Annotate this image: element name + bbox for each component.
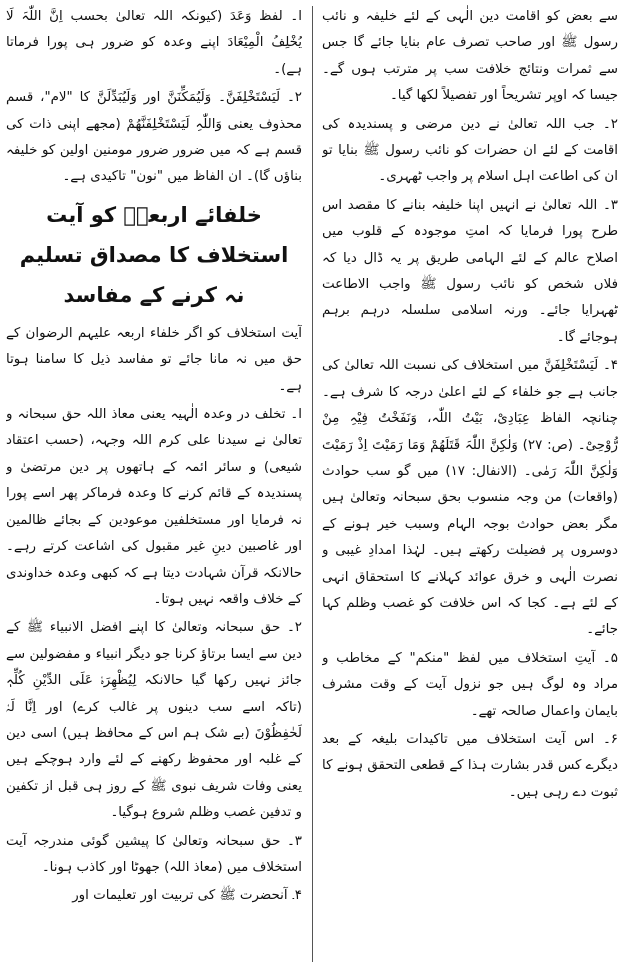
paragraph-intro: سے بعض کو اقامت دین الٰہی کے لئے خلیفہ و نائب رسول ﷺ اور صاحب تصرف عام بنایا جائے گا جس سے ثمرات ونتائج خلافت سب پر مترتب ہوں گے۔ جیسا کہ اوپر تشریحاً اور تفصیلاً لکھا گیا۔ [322, 9, 618, 104]
paragraph-mafsada-3: ۳۔ حق سبحانہ وتعالیٰ کا پیشین گوئی مندرجہ آیت استخلاف میں (معاذ اللہ) جھوٹا اور کاذب ہونا۔ [6, 833, 302, 875]
paragraph-section-intro: آیت استخلاف کو اگر خلفاء اربعہ علیہم الرضوان کے حق میں نہ مانا جائے تو مفاسد ذیل کا سامنا ہوتا ہے۔ [6, 325, 302, 394]
section-heading: خلفائے اربعہؓ کو آیت استخلاف کا مصداق تسلیم نہ کرنے کے مفاسد [19, 202, 289, 307]
left-column [6, 4, 302, 964]
paragraph-point-2: ۲۔ جب اللہ تعالیٰ نے دین مرضی و پسندیدہ کی اقامت کے لئے ان حضرات کو نائب رسول ﷺ بنایا تو ان کی اطاعت اہل اسلام پر واجب ٹھہری۔ [322, 116, 618, 185]
paragraph-point-2-lam: ۲۔ لَیَسْتَخْلِفَنَّ۔ وَلَیُمَکِّنَنَّ اور وَلَیُبَدِّلَنَّ کا "لام"، قسم محذوف یعنی وَاللّٰہِ لَیَسْتَخْلِفَنَّھُمْ (مجھے اپنی ذات کی قسم ہے کہ میں ضرور ضرور مومنین اولین کو خلیفہ بناؤں گا)۔ ان الفاظ میں "نون" تاکیدی ہے۔ [6, 90, 302, 185]
right-column [322, 4, 618, 964]
paragraph-point-5: ۵۔ آیتِ استخلاف میں لفظ "منکم" کے مخاطب و مراد وہ لوگ ہیں جو نزول آیت کے وقت مشرف بایمان واعمال صالحہ تھے۔ [322, 650, 618, 719]
paragraph-mafsada-1: ا۔ تخلف در وعدہ الٰہیہ یعنی معاذ اللہ حق سبحانہ و تعالیٰ نے سیدنا علی کرم اللہ وجہہ، (حسب اعتقاد شیعی) و سائر ائمہ کے ہاتھوں پر دین مرتضیٰ و پسندیدہ کے قائم کرنے کا وعدہ فرماکر پھر اسے پورا نہ فرمایا اور مستخلفین موعودین کے بجائے ظالمین اور غاصبین دینِ غیر مقبول کی اشاعت کرتے رہے۔ حالانکہ قرآن شہادت دیتا ہے کہ کبھی وعدہ خداوندی کے خلاف واقعہ نہیں ہوتا۔ [6, 407, 302, 607]
paragraph-point-6: ۶۔ اس آیت استخلاف میں تاکیدات بلیغہ کے بعد دیگرے کس قدر بشارت ہذا کے قطعی التحقق ہونے کا ثبوت دے رہی ہیں۔ [322, 731, 618, 800]
column-divider [312, 6, 313, 962]
paragraph-point-4: ۴۔ لَیَسْتَخْلِفَنَّ میں استخلاف کی نسبت اللہ تعالیٰ کی جانب ہے جو خلفاء کے لئے اعلیٰ درجہ کا شرف ہے۔ چنانچہ الفاظ عِبَادِیْ، بَیْتُ اللّٰہ، وَنَفَخْتُ فِیْہِ مِنْ رُّوْحِیْ۔ (ص: ۲۷) وَلٰکِنَّ اللّٰہَ قَتَلَھُمْ وَمَا رَمَیْتَ اِذْ رَمَیْتَ وَلٰکِنَّ اللّٰہَ رَمٰی۔ (الانفال: ۱۷) میں گو سب حوادث (واقعات) من وجہ منسوب بحق سبحانہ وتعالیٰ ہیں مگر بعض حوادث بوجہ الہام وسبب خیر ہونے کے دوسروں پر فضیلت رکھتے ہیں۔ لہٰذا امدادِ غیبی و نصرت الٰہی و خرق عوائد کہلانے کا استحقاق انہی کے لئے ہے۔ کجا کہ اس خلافت کو غصب وظلم کہا جائے۔ [322, 358, 618, 638]
paragraph-point-1-wada: ا۔ لفظ وَعَدَ (کیونکہ اللہ تعالیٰ بحسب اِنَّ اللّٰہَ لَا یُخْلِفُ الْمِیْعَادَ اپنے وعدہ کو ضرور ہی پورا فرماتا ہے)۔ [6, 9, 302, 77]
paragraph-point-3: ۳۔ اللہ تعالیٰ نے انہیں اپنا خلیفہ بنانے کا مقصد اس طرح پورا فرمایا کہ امتِ موجودہ کے قلوب میں اصلاح عالم کے لئے الہامی طریق پر یہ ڈال دیا کہ فلاں شخص کو نائب رسول ﷺ واجب الاطاعت ٹھہرایا جائے۔ ورنہ اسلامی سلسلہ درہم برہم ہوجائے گا۔ [322, 197, 618, 345]
paragraph-mafsada-4: ۴۔ آنحضرت ﷺ کی تربیت اور تعلیمات اور [72, 888, 302, 904]
paragraph-mafsada-2: ۲۔ حق سبحانہ وتعالیٰ کا اپنے افضل الانبیاء ﷺ کے دین سے ایسا برتاؤ کرنا جو دیگر انبیاء و مفضولین سے جائز نہیں رکھا گیا حالانکہ لِیُظْھِرَہٗ عَلَی الدِّیْنِ کُلِّہٖ (تاکہ اسے سب دینوں پر غالب کرے) اور اِنَّا لَہٗ لَحٰفِظُوْنَ (بے شک ہم اس کے محافظ ہیں) اسی دین کے غلبہ اور محفوظ رکھنے کے لئے وارد ہوچکے ہیں یعنی وفات شریف نبوی ﷺ کے روز ہی قبل از تکفین و تدفین غصب وظلم شروع ہوگیا۔ [6, 620, 302, 821]
